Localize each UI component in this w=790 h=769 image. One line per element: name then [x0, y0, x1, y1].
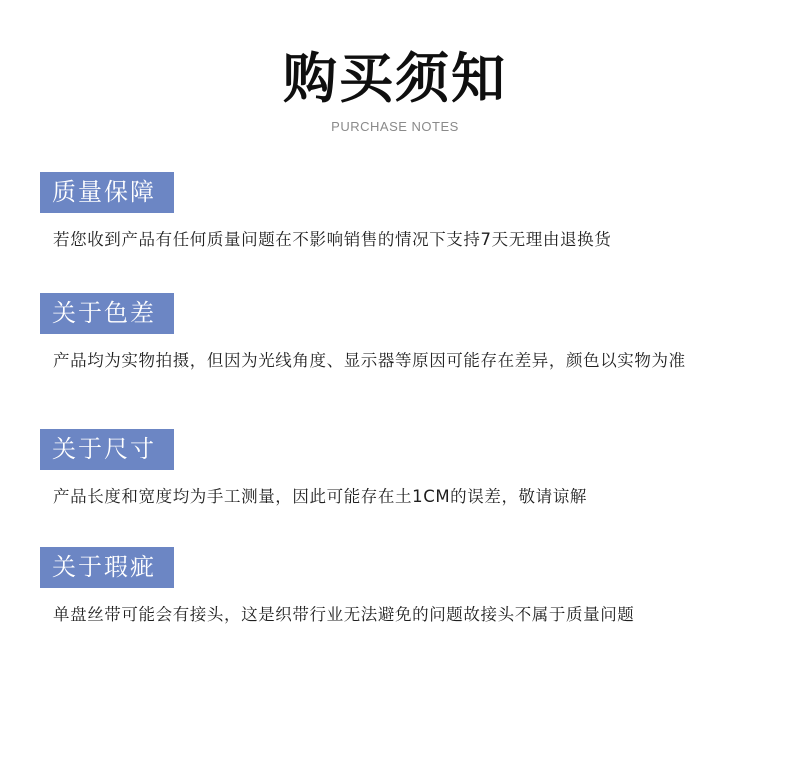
page-subtitle: PURCHASE NOTES	[331, 119, 459, 134]
section-color-difference	[40, 293, 740, 377]
section-quality-guarantee	[40, 172, 740, 256]
section-text: 产品均为实物拍摄，但因为光线角度、显示器等原因可能存在差异，颜色以实物为准	[53, 351, 686, 370]
section-size	[40, 429, 740, 513]
section-text: 单盘丝带可能会有接头，这是织带行业无法避免的问题故接头不属于质量问题	[53, 605, 635, 624]
section-heading: 关于瑕疵	[40, 547, 174, 588]
section-text: 产品长度和宽度均为手工测量，因此可能存在土1CM的误差，敬请谅解	[53, 487, 587, 506]
section-heading: 质量保障	[40, 172, 174, 213]
section-heading: 关于色差	[40, 293, 174, 334]
page-title: 购买须知	[283, 47, 507, 110]
section-text: 若您收到产品有任何质量问题在不影响销售的情况下支持7天无理由退换货	[53, 230, 612, 249]
section-heading: 关于尺寸	[40, 429, 174, 470]
section-defects	[40, 547, 740, 631]
